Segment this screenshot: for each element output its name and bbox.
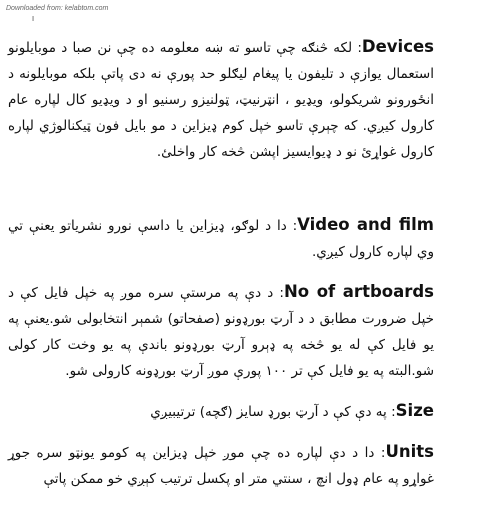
page-marker: I	[32, 15, 35, 23]
section-text: دا د لوګو، ډیزاین یا داسې نورو نشریاتو یعنې تي وي لپاره کارول کیږي.	[8, 218, 434, 260]
download-source-watermark: Downloaded from: kelabtom.com	[6, 5, 109, 12]
document-body	[8, 34, 434, 506]
section-artboards: No of artboards: د دې په مرستې سره موږ په خپل فایل کې د خپل ضرورت مطابق د د آرټ بورډونو (صفحاتو) شمېر انتخابولی شو.یعنې په یو فایل کې له یو څخه په ډېرو آرټ بورډونو باندې په یو وخت کار کولی شو.البته په یو فایل کې تر ۱۰۰ پورې موږ آرټ بورډونه کارولی شو.	[8, 282, 435, 379]
section-devices: Devices: لکه څنګه چې تاسو ته ښه معلومه ده چې نن صبا د موبایلونو استعمال یوازې د تلیفون یا پیغام لیګلو حد پورې نه دی پاتې بلکه موبایلونه د انځورونو شریکولو، ویډیو ، انټرنیټ، ټولنیزو رسنیو او د ویډیو کال لپاره عام کارول کیږي. که چېرې تاسو خپل کوم ډیزاین د مو بایل فون ټیکنالوژي لپاره کارول غواړئ نو د ډیوایسیز اپشن څخه کار واخلئ.	[8, 37, 434, 160]
section-text: په دې کې د آرټ بورډ سایز (ګچه) ترتیبیږي	[150, 404, 387, 420]
section-text: دا د دې لپاره ده چې موږ خپل ډیزاین په کومو یونټو سره جوړ غواړو په عام ډول انچ ، سنتي متر او پکسل ترتیب کېږي خو ممکن پاتې	[8, 445, 434, 487]
section-heading: No of artboards	[283, 282, 435, 301]
section-heading: Size	[395, 401, 434, 420]
section-text: د دې په مرستې سره موږ په خپل فایل کې د خپل ضرورت مطابق د د آرټ بورډونو (صفحاتو) شمېر انتخابولی شو.یعنې په یو فایل کې له یو څخه په ډېرو آرټ بورډونو باندې په یو وخت کار کولی شو.البته په یو فایل کې تر ۱۰۰ پورې موږ آرټ بورډونه کارولی شو.	[8, 285, 434, 379]
section-size: Size: په دې کې د آرټ بورډ سایز (ګچه) ترتیبیږي	[150, 401, 434, 420]
section-heading: Video and film	[297, 215, 434, 234]
section-units: Units: دا د دې لپاره ده چې موږ خپل ډیزاین په کومو یونټو سره جوړ غواړو په عام ډول انچ ، سنتي متر او پکسل ترتیب کېږي خو ممکن پاتې	[8, 442, 434, 487]
section-heading: Devices	[361, 37, 434, 56]
section-video-film: Video and film: دا د لوګو، ډیزاین یا داسې نورو نشریاتو یعنې تي وي لپاره کارول کیږي.	[8, 215, 434, 260]
section-text: لکه څنګه چې تاسو ته ښه معلومه ده چې نن صبا د موبایلونو استعمال یوازې د تلیفون یا پیغام لیګلو حد پورې نه دی پاتې بلکه موبایلونه د انځورونو شریکولو، ویډیو ، انټرنیټ، ټولنیزو رسنیو او د ویډیو کال لپاره عام کارول کیږي. که چېرې تاسو خپل کوم ډیزاین د مو بایل فون ټیکنالوژي لپاره کارول غواړئ نو د ډیوایسیز اپشن څخه کار واخلئ.	[8, 40, 434, 160]
section-heading: Units	[385, 442, 434, 461]
